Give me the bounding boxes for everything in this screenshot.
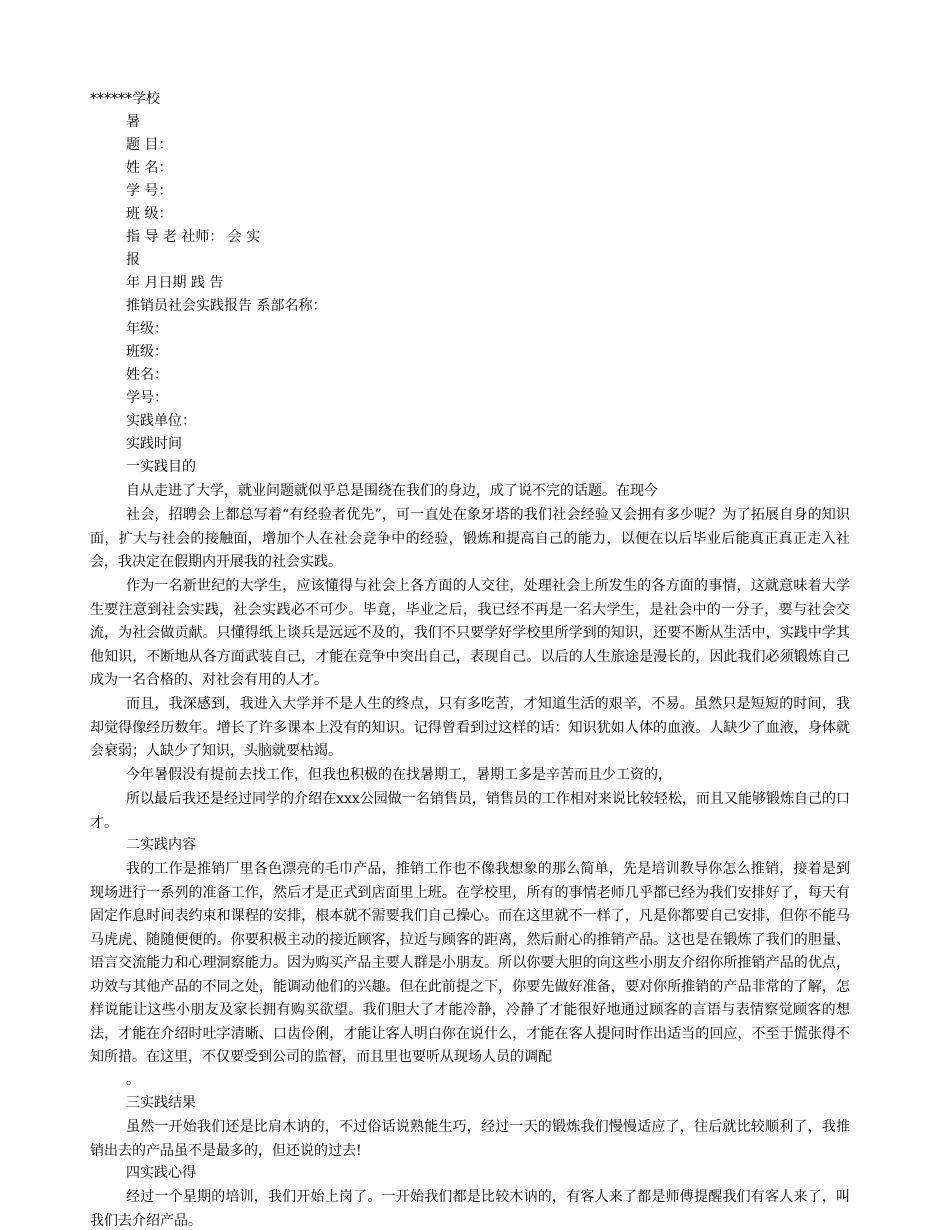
cover-line: 实践时间	[126, 436, 182, 452]
cover-line: 年级：	[126, 321, 168, 337]
cover-line: 报	[126, 252, 140, 268]
paragraph: 虽然一开始我们还是比肩木讷的，不过俗话说熟能生巧，经过一天的锻炼我们慢慢适应了，往后就比较顺利了，我推销出去的产品虽不是最多的，但还说的过去!	[90, 1119, 850, 1159]
cover-line: 推销员社会实践报告 系部名称：	[126, 298, 327, 314]
paragraph: 而且，我深感到，我进入大学并不是人生的终点，只有多吃苦，才知道生活的艰辛，不易。虽然只是短短的时间，我却觉得像经历数年。增长了许多课本上没有的知识。记得曾看到过这样的话：知识犹如人体的血液。人缺少了血液，身体就会衰弱；人缺少了知识，头脑就要枯竭。	[90, 696, 850, 759]
cover-line: 姓 名：	[126, 160, 173, 176]
cover-line: 暑	[126, 114, 140, 130]
paragraph-end-mark: 。	[126, 1072, 140, 1088]
cover-line: 题 目：	[126, 137, 173, 153]
paragraph: 所以最后我还是经过同学的介绍在xxx公园做一名销售员，销售员的工作相对来说比较轻松，而且又能够锻炼自己的口才。	[90, 791, 850, 831]
paragraph: 社会，招聘会上都总写着“有经验者优先”，可一直处在象牙塔的我们社会经验又会拥有多少呢？为了拓展自身的知识面，扩大与社会的接触面，增加个人在社会竞争中的经验，锻炼和提高自己的能力，以便在以后毕业后能真正真正走入社会，我决定在假期内开展我的社会实践。	[90, 507, 850, 570]
cover-line: 班 级：	[126, 206, 173, 222]
cover-line: 班级：	[126, 344, 168, 360]
paragraph: 作为一名新世纪的大学生，应该懂得与社会上各方面的人交往，处理社会上所发生的各方面的事情，这就意味着大学生要注意到社会实践，社会实践必不可少。毕竟，毕业之后，我已经不再是一名大学生，是社会中的一分子，要与社会交流，为社会做贡献。只懂得纸上谈兵是远远不及的，我们不只要学好学校里所学到的知识，还要不断从生活中，实践中学其他知识，不断地从各方面武装自己，才能在竞争中突出自己，表现自己。以后的人生旅途是漫长的，因此我们必须锻炼自己成为一名合格的、对社会有用的人才。	[90, 578, 850, 688]
paragraph: 自从走进了大学，就业问题就似乎总是围绕在我们的身边，成了说不完的话题。在现今	[126, 483, 658, 499]
section-heading: 二实践内容	[126, 837, 196, 853]
section-heading: 四实践心得	[126, 1165, 196, 1181]
school-name: ******学校	[90, 91, 160, 107]
paragraph: 经过一个星期的培训，我们开始上岗了。一开始我们都是比较木讷的，有客人来了都是师傅提醒我们有客人来了，叫我们去介绍产品。	[90, 1189, 850, 1229]
section-heading: 三实践结果	[126, 1095, 196, 1111]
cover-line: 学 号：	[126, 183, 173, 199]
cover-line: 实践单位：	[126, 413, 196, 429]
paragraph: 今年暑假没有提前去找工作，但我也积极的在找暑期工，暑期工多是辛苦而且少工资的，	[126, 767, 672, 783]
cover-line: 姓名：	[126, 367, 168, 383]
cover-line: 指 导 老 社师： 会 实	[126, 229, 261, 245]
cover-line: 年 月日期 践 告	[126, 275, 224, 291]
paragraph: 我的工作是推销厂里各色漂亮的毛巾产品，推销工作也不像我想象的那么简单，先是培训教导你怎么推销，接着是到现场进行一系列的准备工作，然后才是正式到店面里上班。在学校里，所有的事情老师几乎都已经为我们安排好了，每天有固定作息时间表约束和课程的安排，根本就不需要我们自己操心。而在这里就不一样了，凡是你都要自己安排，但你不能马马虎虎、随随便便的。你要积极主动的接近顾客，拉近与顾客的距离，然后耐心的推销产品。这也是在锻炼了我们的胆量、语言交流能力和心理洞察能力。因为购买产品主要人群是小朋友。所以你要大胆的向这些小朋友介绍你所推销产品的优点，功效与其他产品的不同之处，能调动他们的兴趣。但在此前提之下，你要先做好准备，要对你所推销的产品非常的了解，怎样说能让这些小朋友及家长拥有购买欲望。我们胆大了才能冷静，冷静了才能很好地通过顾客的言语与表情察觉顾客的想法，才能在介绍时吐字清晰、口齿伶俐，才能让客人明白你在说什么，才能在客人提问时作出适当的回应，不至于慌张得不知所措。在这里，不仅要受到公司的监督，而且里也要听从现场人员的调配	[90, 861, 850, 1065]
cover-line: 学号：	[126, 390, 168, 406]
section-heading: 一实践目的	[126, 459, 196, 475]
